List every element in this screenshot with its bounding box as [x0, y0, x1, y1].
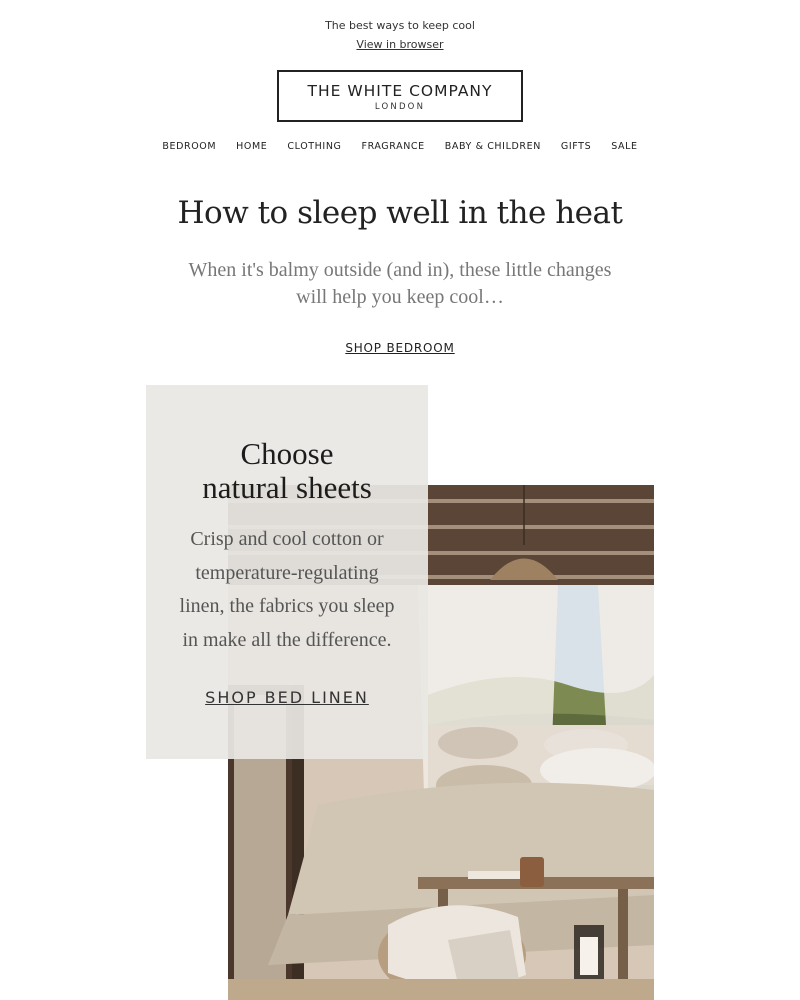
brand-logo[interactable]	[277, 70, 523, 122]
feature-heading-line: Choose	[240, 436, 334, 471]
logo-brand-text: THE WHITE COMPANY	[307, 82, 493, 100]
shop-bed-linen-cta	[146, 688, 428, 707]
shop-bed-linen-link[interactable]: SHOP BED LINEN	[205, 688, 369, 707]
logo-city-text: LONDON	[374, 102, 426, 112]
main-nav	[0, 140, 800, 153]
feature-body-line: temperature-regulating	[195, 561, 379, 584]
feature-card	[146, 385, 428, 759]
nav-item-clothing[interactable]: CLOTHING	[287, 141, 342, 152]
preheader	[0, 19, 800, 52]
feature-body-line: Crisp and cool cotton or	[190, 528, 384, 550]
feature-body-line: linen, the fabrics you sleep	[179, 595, 395, 617]
shop-bedroom-cta	[0, 337, 800, 356]
feature-heading-line: natural sheets	[202, 470, 372, 505]
preheader-tagline: The best ways to keep cool	[325, 19, 475, 32]
feature-body-line: in make all the difference.	[182, 628, 392, 651]
view-in-browser-link[interactable]: View in browser	[356, 38, 444, 51]
nav-item-baby-children[interactable]: BABY & CHILDREN	[444, 141, 541, 152]
feature-heading	[146, 437, 428, 505]
hero-title: How to sleep well in the heat	[177, 195, 623, 231]
nav-item-bedroom[interactable]: BEDROOM	[162, 141, 217, 152]
nav-item-gifts[interactable]: GIFTS	[560, 141, 592, 152]
shop-bedroom-link[interactable]: SHOP BEDROOM	[345, 341, 455, 355]
nav-item-home[interactable]: HOME	[236, 141, 268, 152]
feature-body	[170, 523, 404, 657]
hero-subtitle: When it's balmy outside (and in), these little changes will help you keep cool…	[188, 259, 612, 308]
nav-item-sale[interactable]: SALE	[611, 141, 638, 152]
nav-item-fragrance[interactable]: FRAGRANCE	[361, 141, 425, 152]
